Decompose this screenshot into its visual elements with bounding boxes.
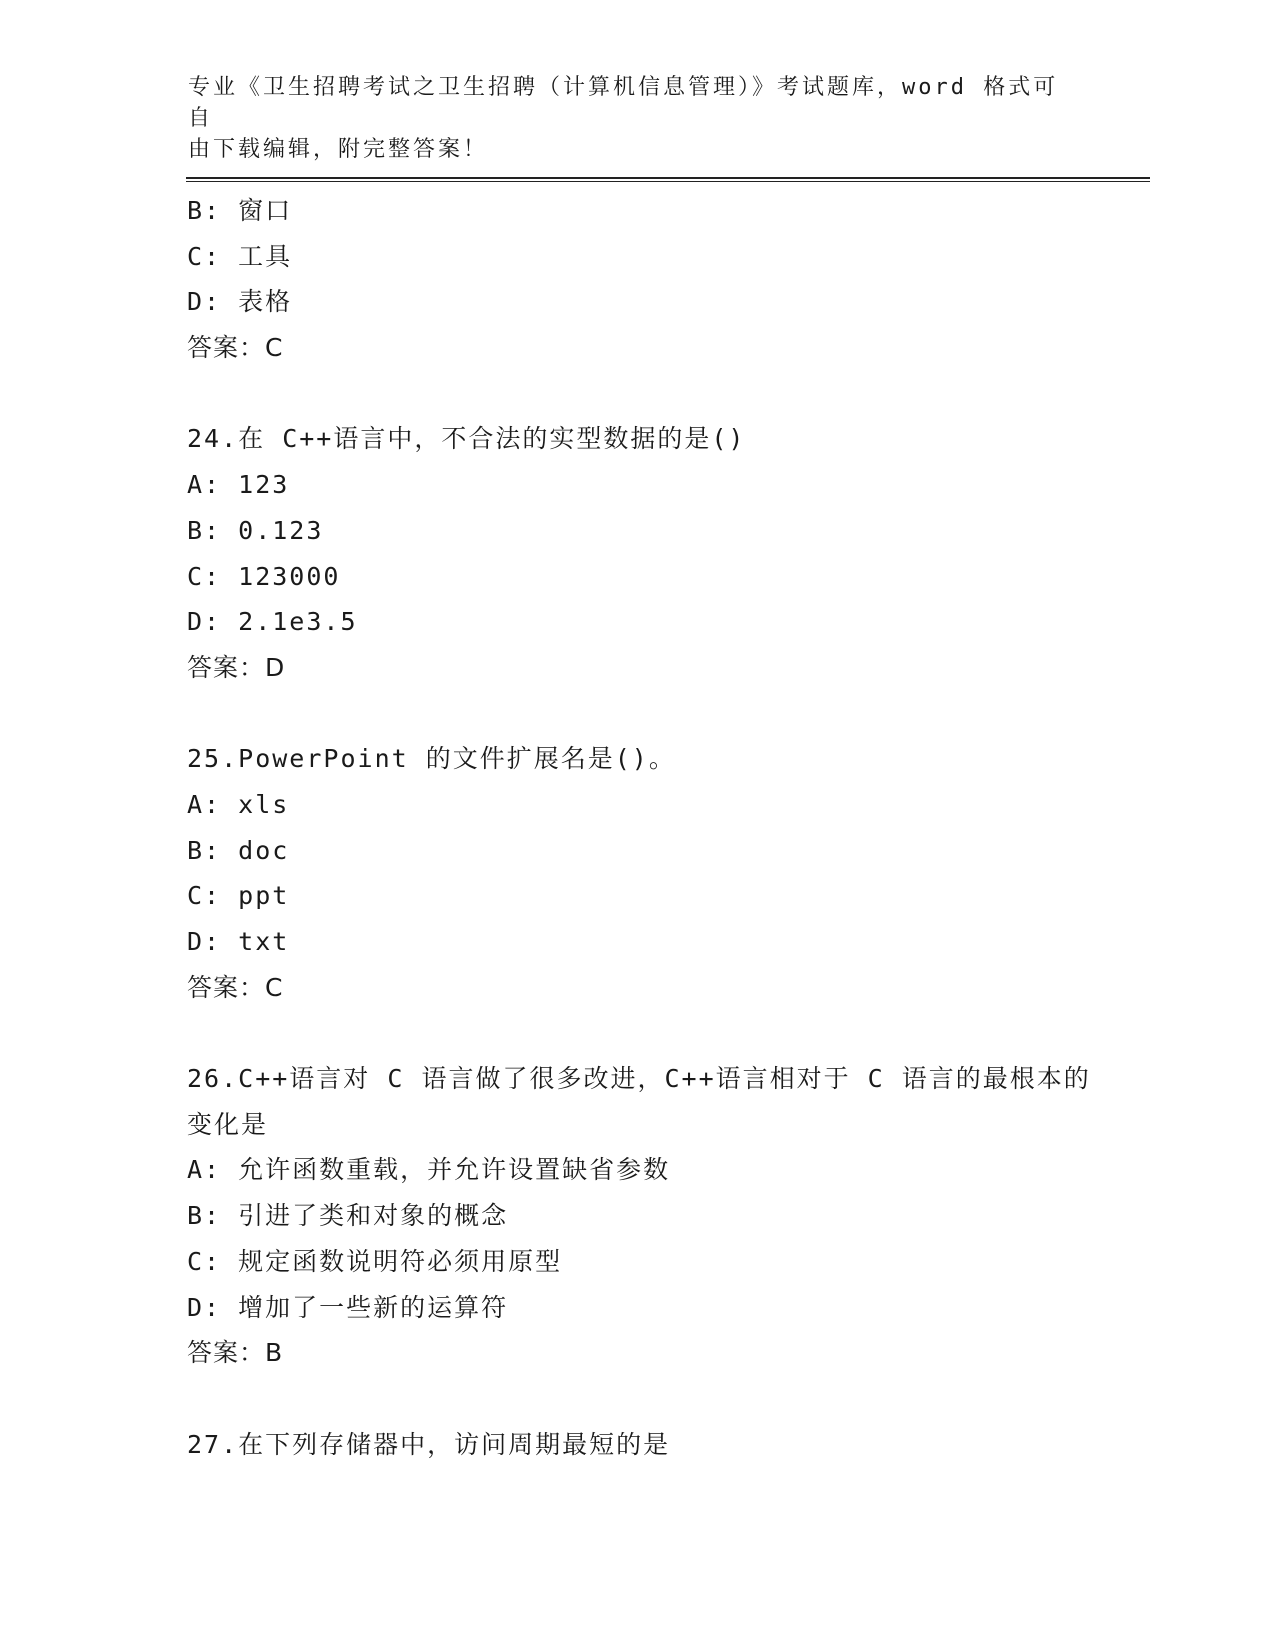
option-b: B: 0.123 <box>187 515 324 545</box>
question-27-text: 27.在下列存储器中，访问周期最短的是 <box>187 1429 671 1459</box>
header-line-2: 由下载编辑，附完整答案！ <box>188 137 489 162</box>
option-d: D: 表格 <box>187 287 293 317</box>
answer-label: 答案：B <box>187 1338 284 1368</box>
option-b: B: 窗口 <box>187 196 293 225</box>
option-b: B: doc <box>187 835 290 865</box>
header-divider-thick <box>186 177 1150 179</box>
answer-label: 答案：C <box>187 333 284 363</box>
document-header <box>188 72 1068 165</box>
spacer <box>187 691 1087 737</box>
header-line-1: 专业《卫生招聘考试之卫生招聘（计算机信息管理）》考试题库，word 格式可自 <box>188 75 1059 131</box>
option-a: A: 允许函数重载，并允许设置缺省参数 <box>187 1155 671 1185</box>
option-c: C: 工具 <box>187 241 293 271</box>
option-d: D: txt <box>187 927 290 956</box>
question-26-text-line-2: 变化是 <box>187 1109 269 1139</box>
option-d: D: 2.1e3.5 <box>187 607 358 637</box>
question-26-text-line-1: 26.C++语言对 C 语言做了很多改进，C++语言相对于 C 语言的最根本的 <box>187 1064 1091 1094</box>
question-25-text: 25.PowerPoint 的文件扩展名是()。 <box>187 744 676 774</box>
header-divider-thin <box>186 181 1150 182</box>
spacer <box>187 1010 1087 1056</box>
answer-label: 答案：D <box>187 652 286 682</box>
question-list <box>187 188 1091 1467</box>
spacer <box>187 371 1087 417</box>
spacer <box>187 1376 1087 1422</box>
option-c: C: ppt <box>187 881 290 911</box>
option-a: A: xls <box>187 789 290 819</box>
option-c: C: 规定函数说明符必须用原型 <box>187 1246 563 1276</box>
option-b: B: 引进了类和对象的概念 <box>187 1201 509 1231</box>
answer-label: 答案：C <box>187 972 284 1002</box>
option-c: C: 123000 <box>187 561 341 591</box>
question-24-text: 24.在 C++语言中，不合法的实型数据的是() <box>187 424 746 454</box>
option-d: D: 增加了一些新的运算符 <box>187 1292 509 1322</box>
option-a: A: 123 <box>187 470 290 500</box>
